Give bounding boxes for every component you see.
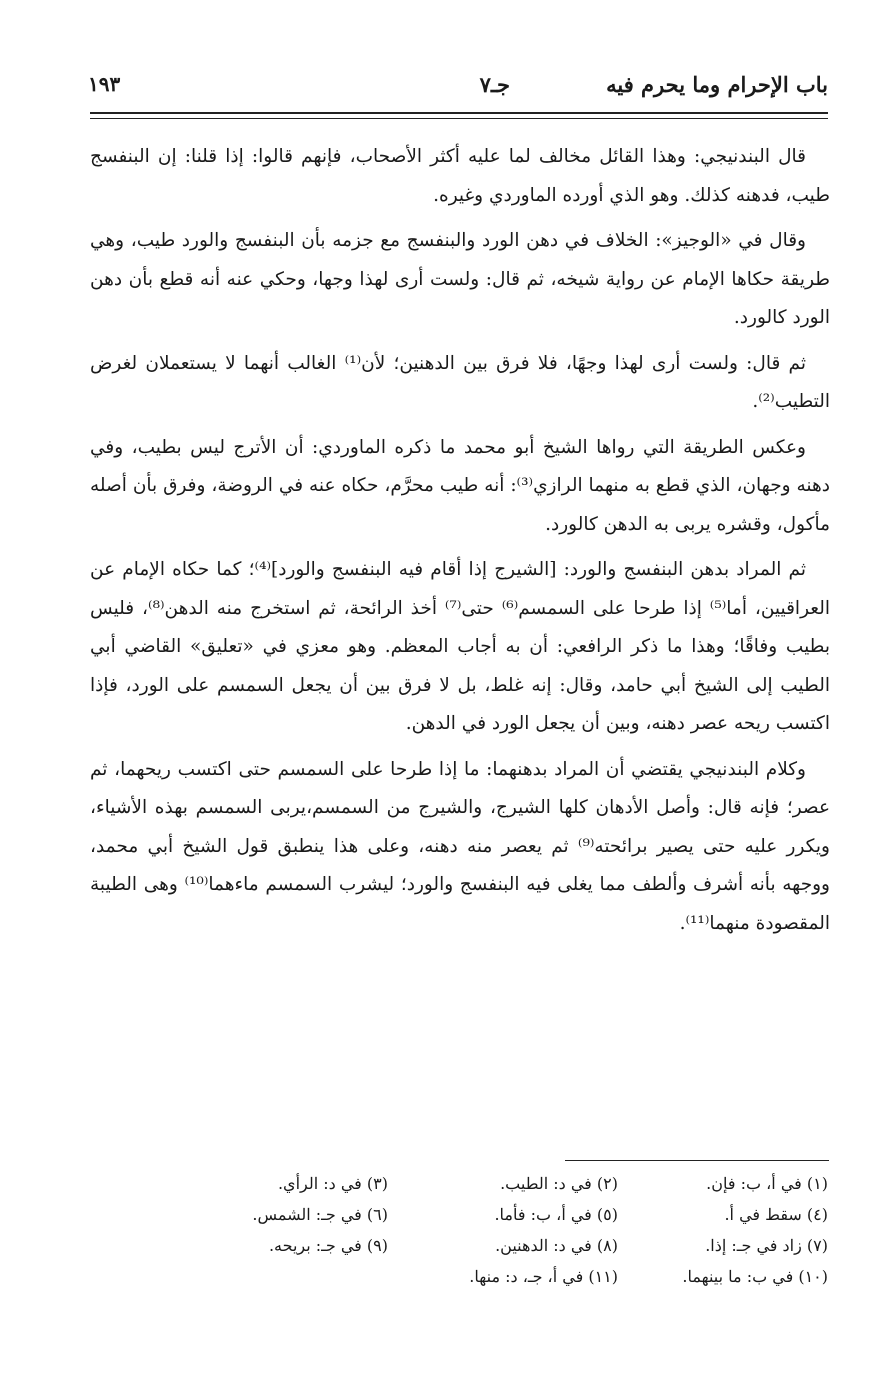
header-rule-thick xyxy=(90,112,828,114)
footnote-separator xyxy=(565,1160,829,1161)
page-number: ١٩٣ xyxy=(88,72,121,96)
paragraph: وكلام البندنيجي يقتضي أن المراد بدهنهما: ما إذا طرحا على السمسم حتى اكتسب ريحهما، ثم عصر؛ فإنه قال: وأصل الأدهان كلها الشيرج، والشيرج من السمسم،يربى السمسم بهذه الأشياء، ويكرر عليه حتى يصير برائحته⁽⁹⁾ ثم يعصر منه دهنه، وعلى هذا ينطبق قول الشيخ أبي محمد، ووجهه بأنه أشرف وألطف مما يغلى فيه البنفسج والورد؛ ليشرب السمسم ماءهما⁽¹⁰⁾ وهى الطيبة المقصودة منهما⁽¹¹⁾. xyxy=(90,758,830,934)
footnote-row xyxy=(90,1174,828,1202)
footnote: (١) في أ، ب: فإن. xyxy=(706,1174,828,1193)
footnote: (٦) في جـ: الشمس. xyxy=(252,1205,388,1224)
footnote: (١٠) في ب: ما بينهما. xyxy=(682,1267,828,1286)
footnote: (١١) في أ، جـ، د: منها. xyxy=(469,1267,618,1286)
paragraph: وقال في «الوجيز»: الخلاف في دهن الورد والبنفسج مع جزمه بأن البنفسج والورد طيب، وهي طريقة حكاها الإمام عن رواية شيخه، ثم قال: ولست أرى لهذا وجها، وحكي عنه أنه قطع بأن دهن الورد كالورد. xyxy=(90,230,830,328)
paragraph: ثم المراد بدهن البنفسج والورد: [الشيرج إذا أقام فيه البنفسج والورد]⁽⁴⁾؛ كما حكاه الإمام عن العراقيين، أما⁽⁵⁾ إذا طرحا على السمسم⁽⁶⁾ حتى⁽⁷⁾ أخذ الرائحة، ثم استخرج منه الدهن⁽⁸⁾، فليس بطيب وفاقًا؛ وهذا ما ذكر الرافعي: أن به أجاب المعظم. وهو معزي في «تعليق» القاضي أبي الطيب إلى الشيخ أبي حامد، وقال: إنه غلط، بل لا فرق بين أن يجعل السمسم على الورد، فإذا اكتسب ريحه عصر دهنه، وبين أن يجعل الورد في الدهن. xyxy=(90,559,830,734)
footnote: (٢) في د: الطيب. xyxy=(500,1174,618,1193)
footnote: (٩) في جـ: بريحه. xyxy=(268,1236,388,1255)
footnote: (٨) في د: الدهنين. xyxy=(495,1236,618,1255)
volume-number: جـ٧ xyxy=(479,72,510,97)
running-header xyxy=(88,68,828,102)
paragraph: قال البندنيجي: وهذا القائل مخالف لما عليه أكثر الأصحاب، فإنهم قالوا: إذا قلنا: إن البنفسج طيب، فدهنه كذلك. وهو الذي أورده الماوردي وغيره. xyxy=(90,146,830,206)
footnote: (٧) زاد في جـ: إذا. xyxy=(705,1236,828,1255)
footnote-row xyxy=(90,1267,828,1295)
footnote-row xyxy=(90,1205,828,1233)
chapter-title: باب الإحرام وما يحرم فيه xyxy=(606,72,828,97)
footnote: (٥) في أ، ب: فأما. xyxy=(494,1205,618,1224)
paragraph: ثم قال: ولست أرى لهذا وجهًا، فلا فرق بين الدهنين؛ لأن⁽¹⁾ الغالب أنهما لا يستعملان لغرض التطيب⁽²⁾. xyxy=(90,352,830,412)
footnote: (٤) سقط في أ. xyxy=(724,1205,828,1224)
main-text xyxy=(90,138,830,950)
footnote: (٣) في د: الرأي. xyxy=(277,1174,388,1193)
footnote-row xyxy=(90,1236,828,1264)
header-rule-thin xyxy=(90,118,828,119)
paragraph: وعكس الطريقة التي رواها الشيخ أبو محمد ما ذكره الماوردي: أن الأترج ليس بطيب، وفي دهنه وجهان، الذي قطع به منهما الرازي⁽³⁾: أنه طيب محرَّم، حكاه عنه في الروضة، وفرق بأن أصله مأكول، وقشره يربى به الدهن كالورد. xyxy=(90,436,831,535)
